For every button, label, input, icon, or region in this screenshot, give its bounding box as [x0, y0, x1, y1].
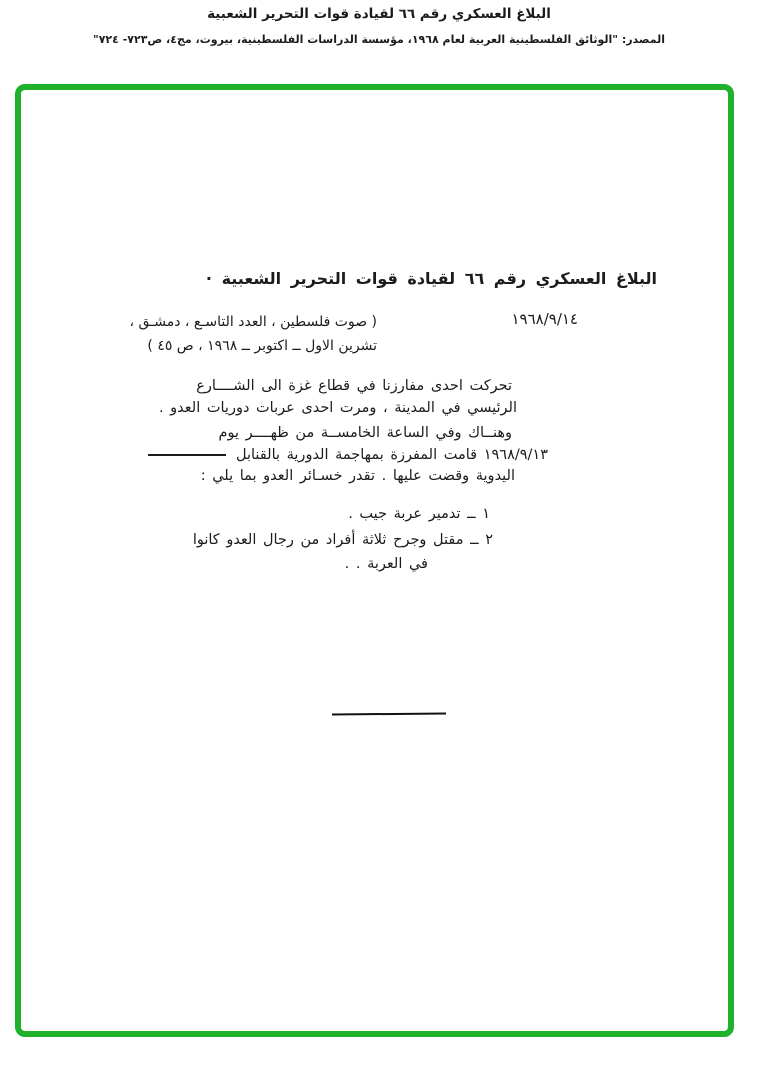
citation-line-2: تشرين الاول ــ اكتوبر ــ ١٩٦٨ ، ص ٤٥ ): [147, 338, 377, 354]
citation-block: [129, 310, 377, 358]
body-line-p1-1: تحركت احدى مفارزنا في قطاع غزة الى الشــــارع: [196, 378, 512, 394]
document-date: ١٩٦٨/٩/١٤: [511, 310, 578, 328]
list-item-1: ١ ــ تدمير عربة جيب .: [348, 506, 490, 522]
citation-line-1: ( صوت فلسطين ، العدد التاسـع ، دمشـق ،: [129, 314, 377, 330]
scan-artifact-line: [148, 454, 226, 456]
body-line-p1-2: الرئيسي في المدينة ، ومرت احدى عربات دوريات العدو .: [158, 400, 517, 416]
list-item-2-line-2: في العربة . .: [344, 556, 428, 572]
page-header-title: البلاغ العسكري رقم ٦٦ لقيادة قوات التحرير الشعبية: [207, 6, 551, 22]
list-item-2-line-1: ٢ ــ مقتل وجرح ثلاثة أفراد من رجال العدو كانوا: [192, 532, 493, 548]
document-title: البلاغ العسكري رقم ٦٦ لقيادة قوات التحرير الشعبية ·: [205, 269, 657, 288]
body-line-p2-2: ١٩٦٨/٩/١٣ قامت المفرزة بمهاجمة الدورية بالقنابل: [236, 447, 548, 463]
body-line-p2-3: اليدوية وقضت عليها . تقدر خسـائر العدو بما يلي :: [200, 468, 515, 484]
page-header-source: المصدر: "الوثائق الفلسطينية العربية لعام ١٩٦٨، مؤسسة الدراسات الفلسطينية، بيروت، مج٤، ص٧٢٣- ٧٢٤": [92, 33, 666, 46]
body-line-p2-1: وهنــاك وفي الساعة الخامســة من ظهــــر يوم: [218, 425, 512, 441]
